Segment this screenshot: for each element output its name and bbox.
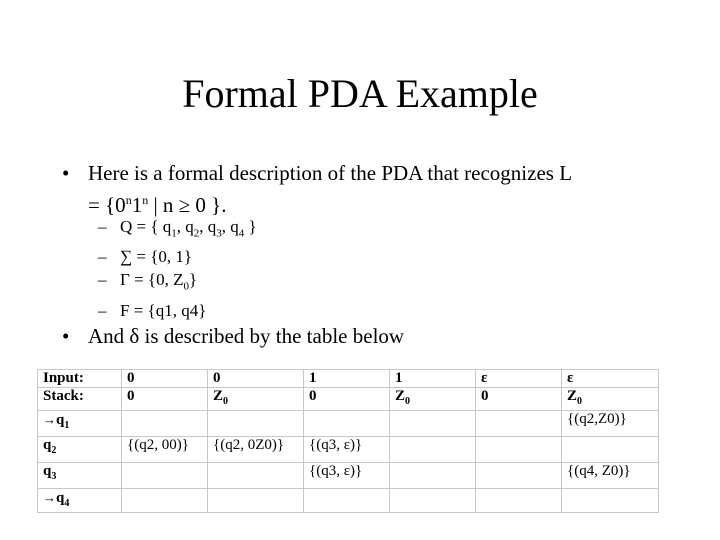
stack-cell: $Z_0$	[208, 388, 304, 411]
bullet-text-line2	[62, 193, 227, 217]
sub-item-stack-alphabet	[98, 268, 257, 298]
sub-text: , q	[176, 217, 194, 236]
stack-header: Stack:	[38, 388, 122, 411]
sub-item-states	[98, 215, 257, 245]
language-part: 1	[131, 193, 143, 217]
input-cell: 1	[390, 370, 476, 388]
bullet-delta	[62, 323, 404, 350]
dash: –	[98, 300, 107, 320]
input-header: Input:	[38, 370, 122, 388]
dash: –	[98, 217, 107, 236]
sub-text: }	[188, 270, 198, 290]
transition-cell	[476, 489, 562, 513]
stack-cell: $Z_0$	[390, 388, 476, 411]
bullet-dot: •	[62, 324, 70, 348]
state-q4: $\to q_4$	[38, 489, 122, 513]
state-q1: $\to q_1$	[38, 411, 122, 437]
dash: –	[98, 247, 107, 267]
sub-text: Q = { q	[120, 217, 172, 236]
transition-cell	[390, 463, 476, 489]
language-part: | n ≥ 0 }.	[148, 193, 227, 217]
bullet-text-line1: Here is a formal description of the PDA that recognizes L	[88, 161, 573, 185]
exponent: n	[125, 193, 132, 207]
table-row-q2	[38, 437, 659, 463]
input-cell: 1	[304, 370, 390, 388]
subscript: 3	[216, 227, 222, 240]
sub-bullet-list	[98, 215, 257, 322]
transition-cell	[208, 411, 304, 437]
start-arrow-icon: →	[43, 412, 56, 427]
transition-table	[37, 369, 659, 513]
input-cell: 0	[122, 370, 208, 388]
sub-text: }	[244, 217, 257, 236]
sub-text: , q	[199, 217, 217, 236]
transition-cell	[122, 411, 208, 437]
table-row-input	[38, 370, 659, 388]
bullet-pda-description	[62, 160, 662, 219]
transition-cell	[562, 437, 659, 463]
state-q2: $q_2$	[38, 437, 122, 463]
table-row-q4	[38, 489, 659, 513]
transition-cell: {(q3, ε)}	[304, 437, 390, 463]
input-cell: 0	[208, 370, 304, 388]
slide-title: Formal PDA Example	[182, 71, 538, 116]
subscript: 0	[183, 280, 189, 293]
sub-item-final-states	[98, 299, 257, 322]
stack-cell: $Z_0$	[562, 388, 659, 411]
transition-cell	[476, 463, 562, 489]
sub-text: Γ = {0, Z	[120, 270, 184, 290]
table-row-q3	[38, 463, 659, 489]
accept-arrow-icon: →	[43, 490, 56, 505]
transition-cell	[390, 489, 476, 513]
transition-cell	[304, 411, 390, 437]
subscript: 2	[193, 227, 200, 240]
exponent: n	[142, 193, 149, 207]
sub-item-alphabet	[98, 245, 257, 268]
transition-cell	[122, 463, 208, 489]
transition-cell	[562, 489, 659, 513]
transition-cell	[476, 411, 562, 437]
transition-cell: {(q2, 0Z0)}	[208, 437, 304, 463]
table-row-stack	[38, 388, 659, 411]
transition-cell: {(q2,Z0)}	[562, 411, 659, 437]
transition-cell	[122, 489, 208, 513]
transition-cell: {(q3, ε)}	[304, 463, 390, 489]
bullet-dot: •	[62, 161, 70, 185]
language-part: = {0	[88, 193, 126, 217]
input-cell: ε	[562, 370, 659, 388]
transition-cell	[390, 411, 476, 437]
sub-text: F = {q1, q4}	[120, 300, 207, 320]
bullet-text: And δ is described by the table below	[88, 324, 405, 348]
stack-cell: 0	[122, 388, 208, 411]
transition-cell: {(q2, 00)}	[122, 437, 208, 463]
table-row-q1	[38, 411, 659, 437]
transition-cell	[208, 489, 304, 513]
subscript: 4	[238, 227, 245, 240]
subscript: 1	[171, 227, 177, 240]
sub-text: ∑ = {0, 1}	[120, 247, 193, 267]
transition-cell	[476, 437, 562, 463]
transition-cell	[390, 437, 476, 463]
transition-cell	[304, 489, 390, 513]
stack-cell: 0	[304, 388, 390, 411]
transition-cell: {(q4, Z0)}	[562, 463, 659, 489]
sub-text: , q	[221, 217, 239, 236]
state-q3: $q_3$	[38, 463, 122, 489]
dash: –	[98, 270, 107, 290]
input-cell: ε	[476, 370, 562, 388]
transition-cell	[208, 463, 304, 489]
stack-cell: 0	[476, 388, 562, 411]
